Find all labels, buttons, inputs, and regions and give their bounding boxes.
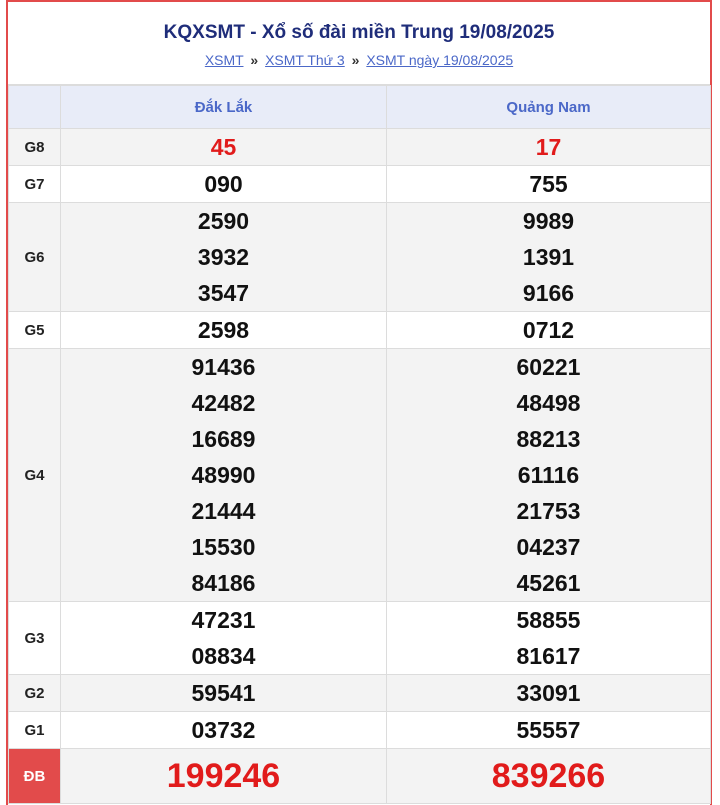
prize-cell: [387, 675, 711, 712]
prize-cell: [61, 712, 387, 749]
prize-number: 21753: [516, 498, 581, 524]
prize-cell: [61, 675, 387, 712]
results-table: [8, 85, 711, 804]
prize-cell: [387, 602, 711, 675]
prize-number: 1391: [522, 244, 575, 270]
prize-cell: [61, 166, 387, 203]
prize-number: 9989: [522, 208, 575, 234]
prize-number: 9166: [522, 280, 575, 306]
prize-column-header: [9, 86, 61, 129]
special-prize-number: 839266: [491, 757, 606, 795]
prize-number: 08834: [191, 643, 256, 669]
prize-label: G4: [9, 349, 61, 602]
prize-number: 2590: [197, 208, 250, 234]
prize-number: 090: [204, 171, 243, 197]
special-prize-cell: [387, 749, 711, 804]
prize-row-g8: [9, 129, 711, 166]
prize-row-g3: [9, 602, 711, 675]
prize-label: G2: [9, 675, 61, 712]
prize-row-g7: [9, 166, 711, 203]
prize-label: G6: [9, 203, 61, 312]
prize-cell: [387, 203, 711, 312]
breadcrumb-date-link[interactable]: XSMT ngày 19/08/2025: [366, 52, 514, 68]
prize-number: 33091: [516, 680, 581, 706]
prize-label: G8: [9, 129, 61, 166]
prize-cell: [61, 602, 387, 675]
prize-label: G1: [9, 712, 61, 749]
prize-number: 48498: [516, 390, 581, 416]
prize-cell: [61, 203, 387, 312]
page-title: KQXSMT - Xổ số đài miền Trung 19/08/2025: [163, 22, 555, 43]
prize-cell: [387, 312, 711, 349]
special-prize-label: ĐB: [9, 749, 61, 804]
prize-number: 45261: [516, 570, 581, 596]
prize-row-g6: [9, 203, 711, 312]
prize-cell: [61, 129, 387, 166]
prize-number: 59541: [191, 680, 256, 706]
results-panel: [6, 0, 712, 805]
prize-label: G7: [9, 166, 61, 203]
prize-label: G3: [9, 602, 61, 675]
breadcrumb-separator: »: [351, 52, 360, 68]
prize-number: 3547: [197, 280, 250, 306]
prize-cell: [61, 312, 387, 349]
prize-number: 47231: [191, 607, 256, 633]
prize-number: 58855: [516, 607, 581, 633]
province-header-daklak: Đắk Lắk: [61, 86, 387, 129]
prize-number: 03732: [191, 717, 256, 743]
breadcrumb-xsmt-thu3-link[interactable]: XSMT Thứ 3: [265, 52, 345, 68]
prize-number: 48990: [191, 462, 256, 488]
prize-cell: [387, 129, 711, 166]
prize-cell: [387, 349, 711, 602]
prize-number: 45: [210, 134, 237, 160]
prize-number: 91436: [191, 354, 256, 380]
results-header: [8, 2, 710, 85]
breadcrumb: [8, 52, 710, 68]
prize-number: 81617: [516, 643, 581, 669]
special-prize-cell: [61, 749, 387, 804]
prize-cell: [387, 166, 711, 203]
prize-number: 21444: [191, 498, 256, 524]
prize-number: 60221: [516, 354, 581, 380]
prize-number: 3932: [197, 244, 250, 270]
prize-number: 2598: [197, 317, 250, 343]
prize-number: 17: [535, 134, 562, 160]
prize-number: 88213: [516, 426, 581, 452]
prize-label: G5: [9, 312, 61, 349]
prize-cell: [61, 349, 387, 602]
breadcrumb-separator: »: [250, 52, 259, 68]
prize-number: 42482: [191, 390, 256, 416]
special-prize-number: 199246: [166, 757, 281, 795]
prize-row-g1: [9, 712, 711, 749]
prize-cell: [387, 712, 711, 749]
prize-row-g4: [9, 349, 711, 602]
breadcrumb-xsmt-link[interactable]: XSMT: [204, 52, 244, 68]
prize-number: 0712: [522, 317, 575, 343]
prize-row-special: [9, 749, 711, 804]
prize-row-g5: [9, 312, 711, 349]
table-header-row: [9, 86, 711, 129]
prize-number: 61116: [517, 462, 580, 488]
prize-number: 84186: [191, 570, 256, 596]
prize-number: 55557: [516, 717, 581, 743]
prize-number: 16689: [191, 426, 256, 452]
prize-row-g2: [9, 675, 711, 712]
province-header-quangnam: Quảng Nam: [387, 86, 711, 129]
prize-number: 15530: [191, 534, 256, 560]
prize-number: 04237: [516, 534, 581, 560]
prize-number: 755: [529, 171, 568, 197]
